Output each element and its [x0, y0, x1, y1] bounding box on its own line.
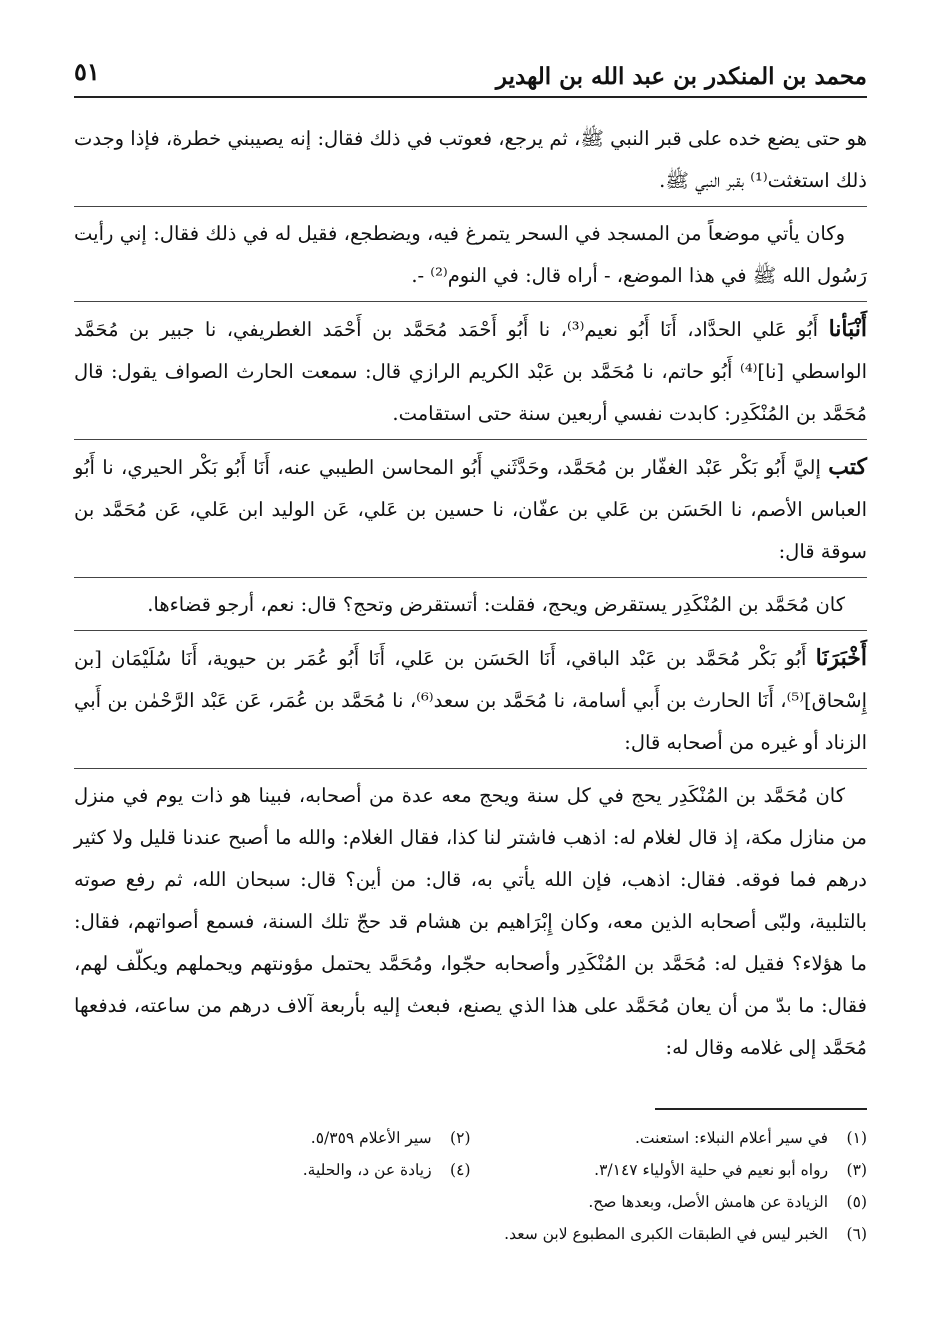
- footnote-text: زيادة عن د، والحلية.: [302, 1161, 432, 1179]
- paragraph-text: أَبُو بَكْر مُحَمَّد بن عَبْد الباقي، أَنَا الحَسَن بن عَلي، أَنَا أَبُو عُمَر بن حيوية، أَنَا سُلَيْمَان [بن إِسْحاق]⁽⁵⁾، أَنَا الحارث بن أَبي أسامة، نا مُحَمَّد بن سعد⁽⁶⁾، نا مُحَمَّد بن عُمَر، عَن عَبْد الرَّحْمٰن بن أَبي الزناد أو غيره من أصحابه قال:: [74, 647, 868, 754]
- footnote-text: في سير أعلام النبلاء: استعنت.: [634, 1129, 829, 1147]
- footnote: [74, 1218, 867, 1250]
- footnote-row: [74, 1154, 867, 1186]
- footnote-number: (٥): [846, 1193, 867, 1211]
- footnote-number: (٦): [846, 1225, 867, 1243]
- paragraph: [74, 206, 867, 297]
- footnote-row: [74, 1218, 867, 1250]
- footnote: [74, 1154, 471, 1186]
- footnote-number: (٣): [846, 1161, 867, 1179]
- paragraph: [74, 630, 867, 764]
- footnote-text: سير الأعلام ٥/٣٥٩.: [310, 1129, 432, 1147]
- paragraph-text: إليَّ أَبُو بَكْر عَبْد الغفّار بن مُحَمَّد، وحَدَّثَني أَبُو المحاسن الطيبي عنه، أَنَا أَبُو بَكْر الحيري، نا أَبُو العباس الأصم، نا الحَسَن بن عَلي بن عفّان، نا حسين بن عَلي، عَن الوليد ابن عَلي، عَن مُحَمَّد بن سوقة قال:: [74, 456, 867, 563]
- footnote-number: (٢): [450, 1129, 471, 1147]
- footnote-number: (١): [846, 1129, 867, 1147]
- paragraph-text: أَبُو عَلي الحدَّاد، أَنَا أَبُو نعيم⁽³⁾، نا أَبُو أَحْمَد مُحَمَّد بن أَحْمَد الغطريفي، نا جبير بن مُحَمَّد الواسطي [نا]⁽⁴⁾ أَبُو حاتم، نا مُحَمَّد بن عَبْد الكريم الرازي قال: سمعت الحارث الصواف يقول: قال مُحَمَّد بن المُنْكَدِر: كابدت نفسي أربعين سنة حتى استقامت.: [74, 318, 867, 425]
- running-header: [74, 48, 867, 98]
- paragraph-lead: أَنْبَأنا: [828, 316, 867, 342]
- paragraph-lead: أَخْبَرَنَا: [815, 645, 867, 671]
- paragraph-text: كان مُحَمَّد بن المُنْكَدِر يحج في كل سنة ويحج معه عدة من أصحابه، فبينا هو ذات يوم في منزل من منازل مكة، إذ قال لغلام له: اذهب فاشتر لنا كذا، فقال الغلام: والله ما أصبح عندنا قليل ولا كثير درهم فما فوقه. فقال: اذهب، فإن الله يأتي به، قال: من أين؟ قال: سبحان الله، ثم رفع صوته بالتلبية، ولبّى أصحابه الذين معه، وكان إِبْرَاهيم بن هشام قد حجّ تلك السنة، فسمع أصواتهم، فقال: ما هؤلاء؟ فقيل له: مُحَمَّد بن المُنْكَدِر وأصحابه حجّوا، ومُحَمَّد يحتمل مؤونتهم ويحملهم ويكلّف لهم، فقال: ما بدّ من أن يعان مُحَمَّد على هذا الذي يصنع، فبعث إليه بأربعة آلاف درهم من ساعته، فدفعها مُحَمَّد إلى غلامه وقال له:: [74, 784, 867, 1059]
- paragraph-lead: كتب: [828, 454, 867, 480]
- footnote-text: الزيادة عن هامش الأصل، وبعدها صح.: [588, 1193, 829, 1211]
- paragraph-text: هو حتى يضع خده على قبر النبي ﷺ، ثم يرجع، فعوتب في ذلك فقال: إنه يصيبني خطرة، فإذا وجدت ذلك استغثت⁽¹⁾ بقبر النبي ﷺ.: [74, 127, 867, 192]
- paragraph: [74, 768, 867, 1069]
- footnote: [74, 1186, 867, 1218]
- paragraph: [74, 301, 867, 435]
- paragraph: [74, 577, 867, 626]
- paragraph-text: وكان يأتي موضعاً من المسجد في السحر يتمرغ فيه، ويضطجع، فقيل له في ذلك فقال: إني رأيت رَسُول الله ﷺ في هذا الموضع، - أراه قال: في النوم⁽²⁾ -.: [74, 222, 867, 287]
- paragraph-text: كان مُحَمَّد بن المُنْكَدِر يستقرض ويحج، فقلت: أتستقرض وتحج؟ قال: نعم، أرجو قضاءها.: [147, 593, 845, 616]
- main-text: [74, 118, 867, 1073]
- footnote: [471, 1154, 868, 1186]
- running-title: محمد بن المنكدر بن عبد الله بن الهدير: [495, 63, 867, 90]
- footnotes: [74, 1122, 867, 1250]
- footnote-number: (٤): [450, 1161, 471, 1179]
- paragraph: [74, 118, 867, 202]
- footnote: [471, 1122, 868, 1154]
- footnote-row: [74, 1186, 867, 1218]
- page-number: ٥١: [74, 57, 100, 86]
- paragraph: [74, 439, 867, 573]
- footnote-text: الخبر ليس في الطبقات الكبرى المطبوع لابن سعد.: [504, 1225, 829, 1243]
- footnote-text: رواه أبو نعيم في حلية الأولياء ٣/١٤٧.: [594, 1161, 829, 1179]
- footnote: [74, 1122, 471, 1154]
- footnote-row: [74, 1122, 867, 1154]
- footnote-separator: [655, 1108, 867, 1110]
